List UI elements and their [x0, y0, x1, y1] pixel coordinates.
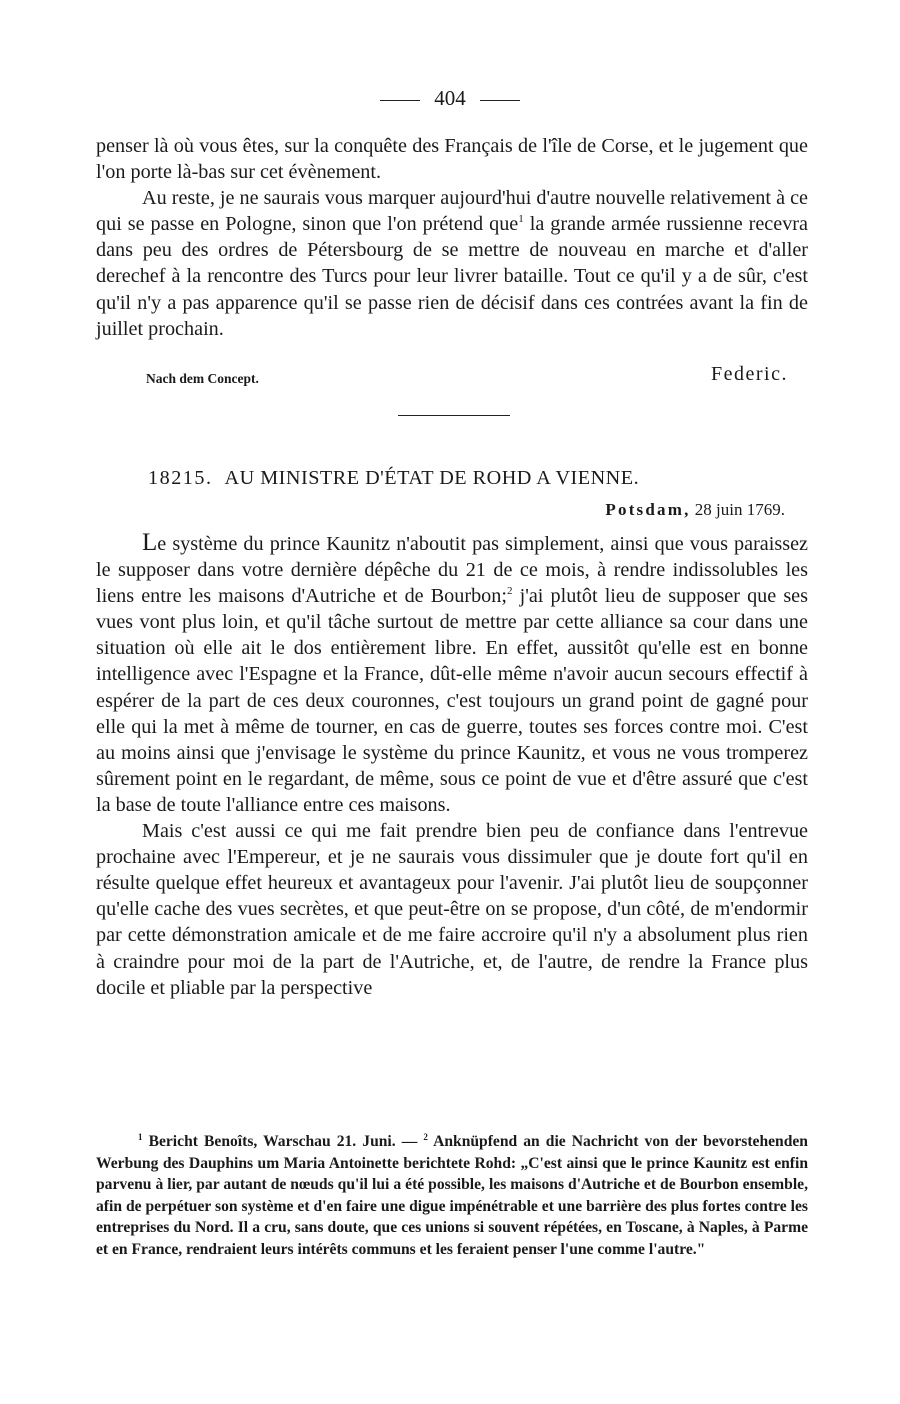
running-header	[0, 86, 900, 111]
letter-title: AU MINISTRE D'ÉTAT DE ROHD A VIENNE.	[224, 467, 640, 489]
footnote-block	[96, 1131, 808, 1261]
letter-heading	[148, 467, 788, 490]
footnotes	[96, 1131, 808, 1261]
footnote-1-marker: 1	[138, 1132, 143, 1142]
initial-letter: L	[142, 529, 158, 556]
letter-dateline	[0, 500, 785, 520]
letter-paragraph-1	[96, 530, 808, 818]
previous-letter-paragraph-2-start: Au reste, je ne saurais vous marquer aujourd'hui d'autre nouvelle relativement à ce qui se passe en Pologne, sinon que l'on prétend que	[96, 187, 808, 236]
previous-letter-paragraph-2-end: la grande armée russienne recevra dans peu des ordres de Pétersbourg de se mettre de nouveau en marche et d'aller derechef à la rencontre des Turcs pour leur livrer bataille. Tout ce qu'il y a de sûr, c'est qu'il n'y a pas apparence qu'il se passe rien de décisif dans ces contrées avant la fin de juillet prochain.	[96, 213, 808, 340]
footnote-2-marker: 2	[423, 1132, 428, 1142]
footnote-2-text: Anknüpfend an die Nachricht von der bevorstehenden Werbung des Dauphins um Maria Antoinette berichtete Rohd: „C'est ainsi que le prince Kaunitz est enfin parvenu à lier, par autant de nœuds qu'il lui a été possible, les maisons d'Autriche et de Bourbon ensemble, afin de perpétuer son système et d'en faire une digue impénétrable et une barrière des plus fortes contre les entreprises du Nord. Il a cru, sans doute, que ces unions si souvent répétées, en Toscane, à Naples, à Parme et en France, rendraient leurs intérêts communs et les feraient penser l'une comme l'autre."	[96, 1133, 808, 1258]
footnote-1-text: Bericht Benoîts, Warschau 21. Juni. —	[142, 1133, 424, 1150]
footnote-ref-1: 1	[518, 213, 524, 226]
source-note: Nach dem Concept.	[146, 371, 259, 386]
letter-place: Potsdam,	[605, 500, 691, 519]
letter-date: 28 juin 1769.	[694, 500, 785, 519]
letter-paragraph-2: Mais c'est aussi ce qui me fait prendre bien peu de confiance dans l'entrevue prochaine avec l'Empereur, et je ne saurais vous dissimuler que je doute fort qu'il en résulte quelque effet heureux et avantageux pour l'avenir. J'ai plutôt lieu de soupçonner qu'elle cache des vues secrètes, et que peut-être on se propose, d'un côté, de m'endormir par cette démonstration amicale et de me faire accroire qu'il n'y a absolument plus rien à craindre pour moi de la part de l'Autriche, et, de l'autre, de rendre la France plus docile et pliable par la perspective	[96, 820, 808, 999]
letter-body	[96, 530, 808, 1001]
previous-letter-text	[96, 133, 808, 342]
page-number: 404	[434, 86, 466, 110]
signature: Federic.	[711, 363, 788, 385]
closing-row	[146, 363, 788, 391]
previous-letter-paragraph-1: penser là où vous êtes, sur la conquête des Français de l'île de Corse, et le jugement que l'on porte là-bas sur cet évènement.	[96, 135, 808, 184]
letter-number: 18215.	[148, 467, 213, 489]
previous-letter-paragraph-2	[96, 185, 808, 342]
letter-paragraph-1-start: e système du prince Kaunitz n'aboutit pas simplement, ainsi que vous paraissez le supposer dans votre dernière dépêche du 21 de ce mois, à rendre indissolubles les liens entre les maisons d'Autriche et de Bourbon;	[96, 533, 808, 608]
letter-paragraph-1-end: j'ai plutôt lieu de supposer que ses vues vont plus loin, et qu'il tâche surtout de mettre par cette alliance sa cour dans une situation où elle ait le dos entièrement libre. En effet, aussitôt qu'elle est en bonne intelligence avec l'Espagne et la France, dût-elle même n'avoir aucun secours effectif à espérer de la part de ces deux couronnes, c'est toujours un grand point de gagné pour elle qui la met à même de tourner, en cas de guerre, toutes ses forces contre moi. C'est au moins ainsi que j'envisage le système du prince Kaunitz, et vous ne vous tromperez sûrement point en le regardant, de même, sous ce point de vue et d'être assuré que c'est la base de toute l'alliance entre ces maisons.	[96, 585, 808, 816]
section-divider	[398, 415, 510, 416]
header-dash-left	[380, 100, 420, 101]
footnote-ref-2: 2	[506, 585, 513, 598]
header-dash-right	[480, 100, 520, 101]
